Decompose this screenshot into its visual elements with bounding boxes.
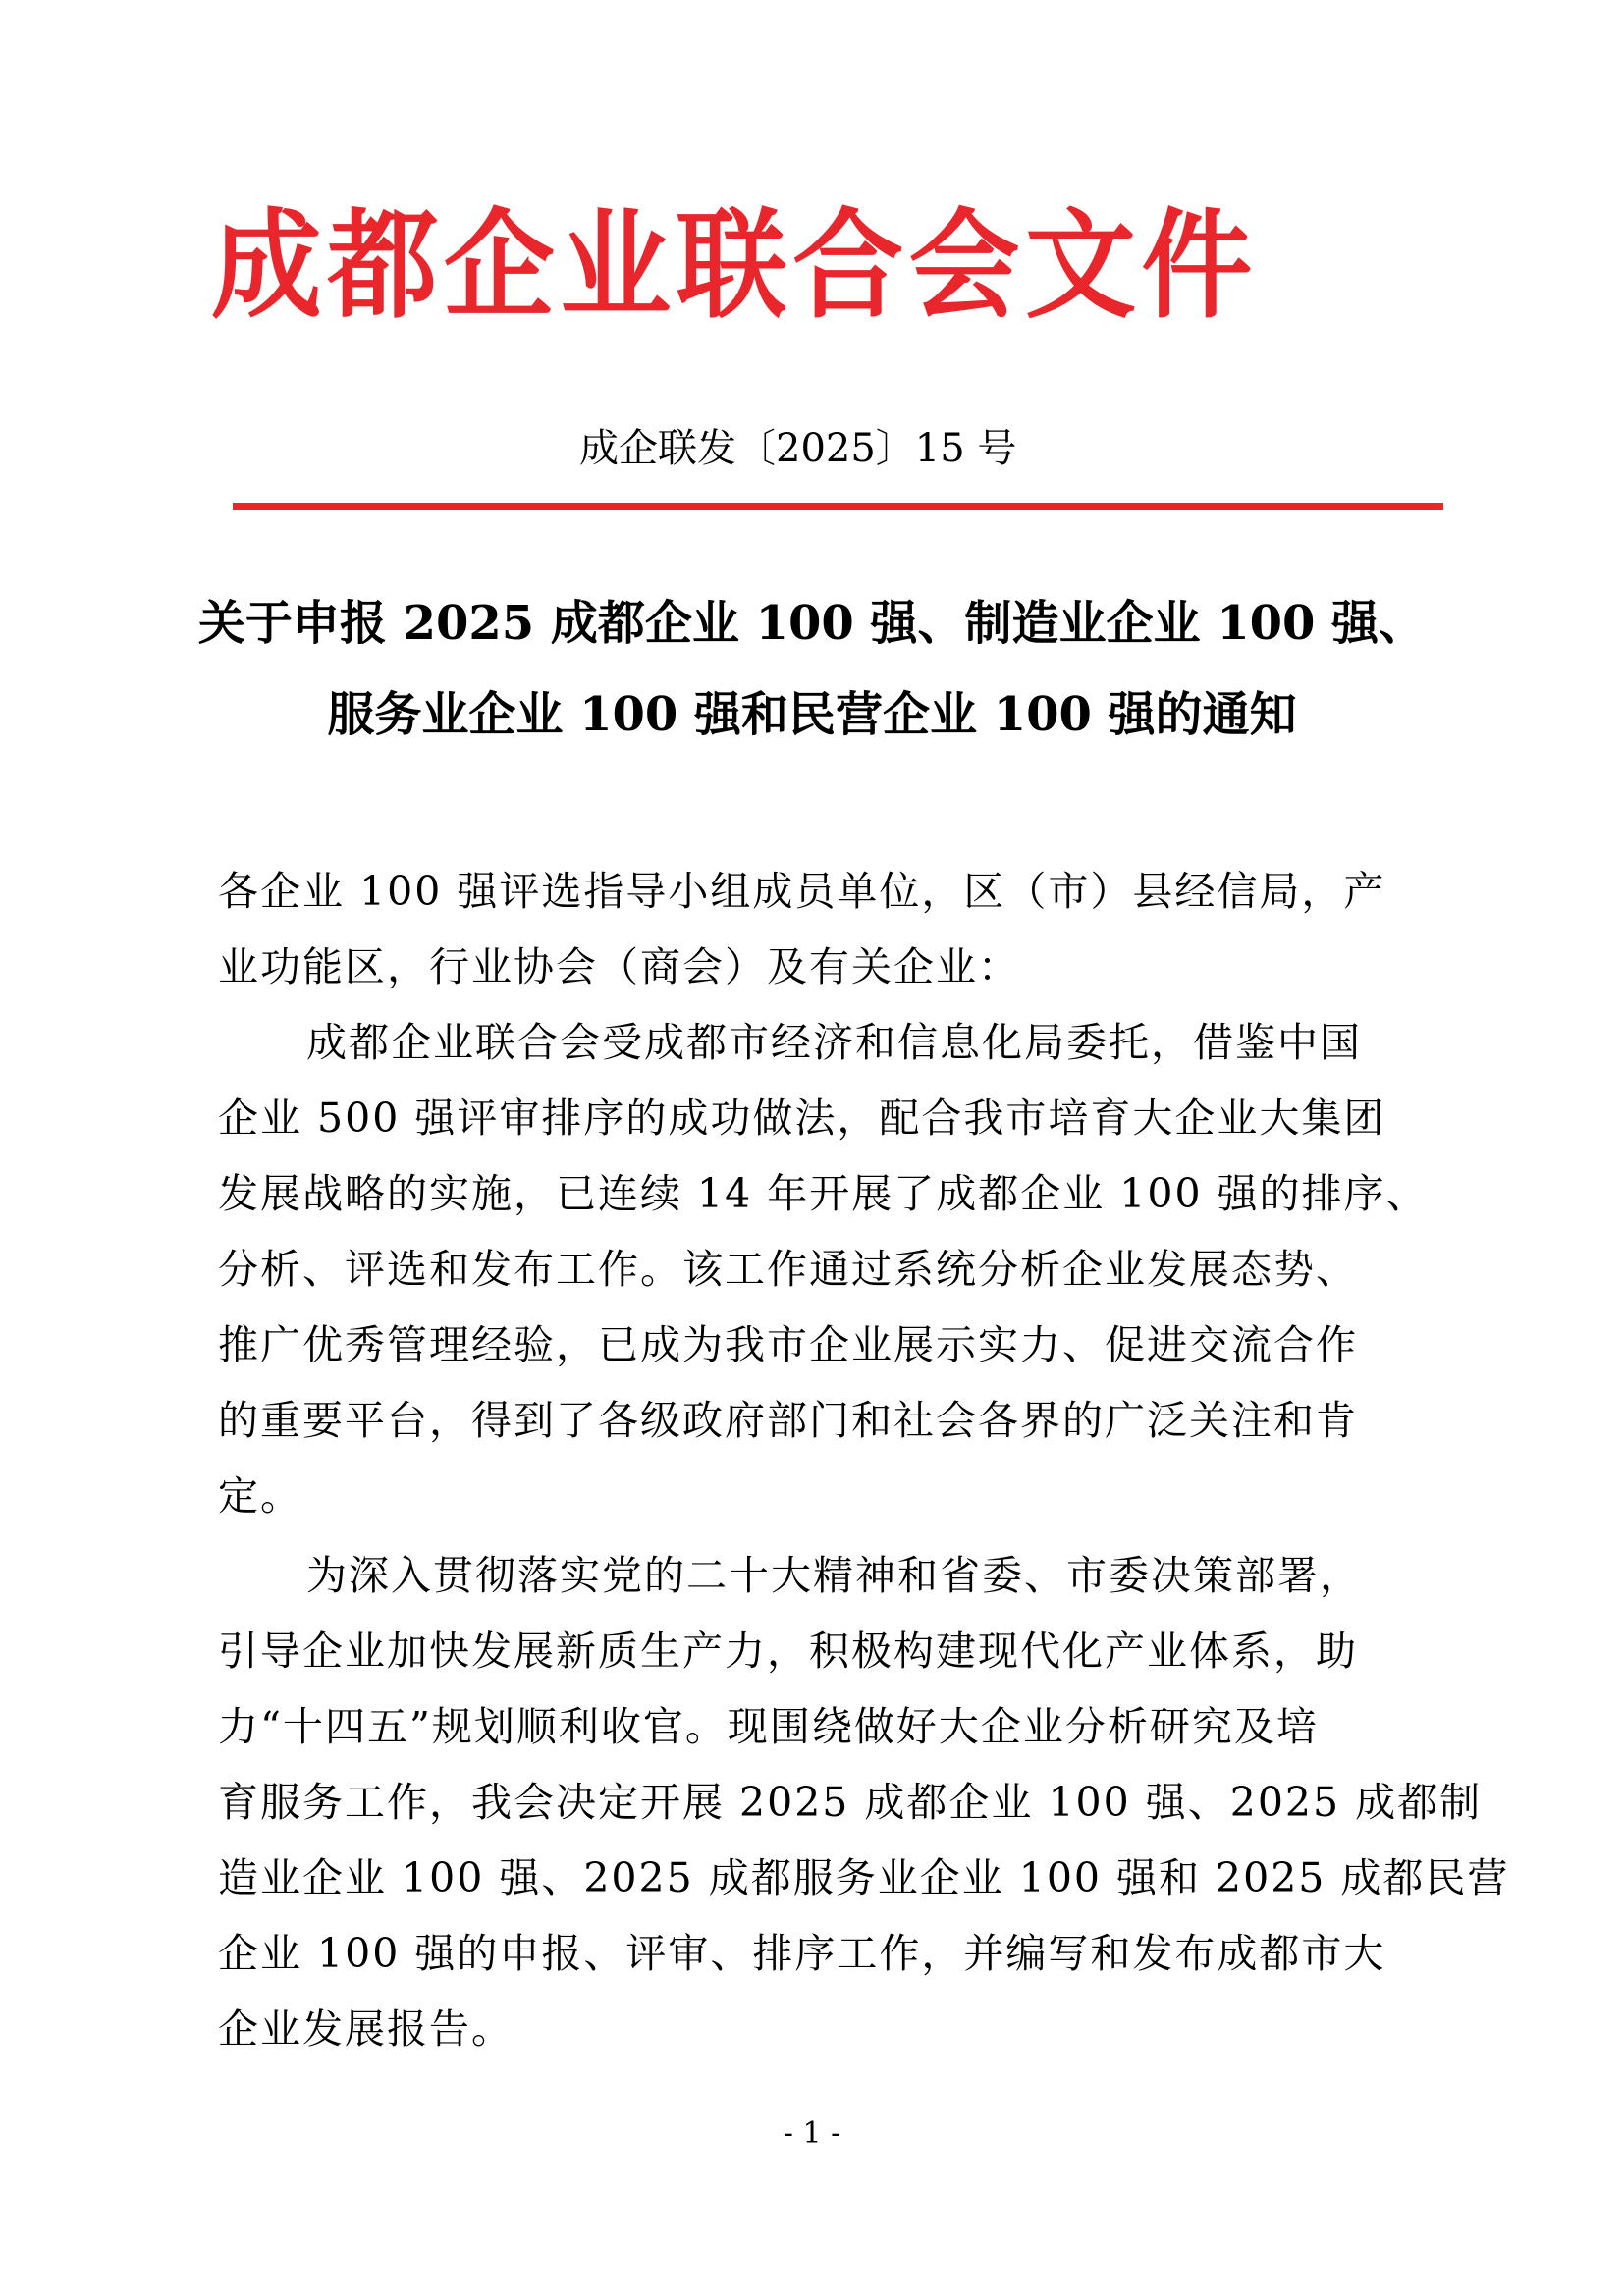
red-divider-line (233, 503, 1443, 510)
document-number: 成企联发〔2025〕15 号 (579, 426, 1017, 471)
body-line-9: 定。 (218, 1472, 302, 1520)
body-line-13: 育服务工作，我会决定开展 2025 成都企业 100 强、2025 成都制 (218, 1779, 1483, 1826)
body-line-1: 各企业 100 强评选指导小组成员单位，区（市）县经信局，产 (218, 868, 1386, 915)
page-number: - 1 - (783, 2116, 841, 2151)
issuer-header-title: 成都企业联合会文件 (211, 196, 1258, 335)
body-line-16: 企业发展报告。 (218, 2005, 514, 2053)
body-line-15: 企业 100 强的申报、评审、排序工作，并编写和发布成都市大 (218, 1930, 1386, 1977)
notice-title-line-2: 服务业企业 100 强和民营企业 100 强的通知 (327, 687, 1297, 742)
body-line-12: 力“十四五”规划顺利收官。现围绕做好大企业分析研究及培 (218, 1703, 1319, 1750)
body-line-11: 引导企业加快发展新质生产力，积极构建现代化产业体系，助 (218, 1628, 1358, 1675)
body-line-8: 的重要平台，得到了各级政府部门和社会各界的广泛关注和肯 (218, 1397, 1358, 1444)
body-line-6: 分析、评选和发布工作。该工作通过系统分析企业发展态势、 (218, 1246, 1358, 1293)
body-line-3: 成都企业联合会受成都市经济和信息化局委托，借鉴中国 (306, 1019, 1362, 1066)
body-line-10: 为深入贯彻落实党的二十大精神和省委、市委决策部署， (306, 1552, 1362, 1599)
body-line-4: 企业 500 强评审排序的成功做法，配合我市培育大企业大集团 (218, 1095, 1386, 1142)
body-line-2: 业功能区，行业协会（商会）及有关企业： (218, 943, 1020, 990)
body-line-14: 造业企业 100 强、2025 成都服务业企业 100 强和 2025 成都民营 (218, 1854, 1510, 1901)
notice-title-line-1: 关于申报 2025 成都企业 100 强、制造业企业 100 强、 (197, 596, 1427, 651)
body-line-5: 发展战略的实施，已连续 14 年开展了成都企业 100 强的排序、 (218, 1170, 1429, 1217)
body-line-7: 推广优秀管理经验，已成为我市企业展示实力、促进交流合作 (218, 1321, 1358, 1368)
